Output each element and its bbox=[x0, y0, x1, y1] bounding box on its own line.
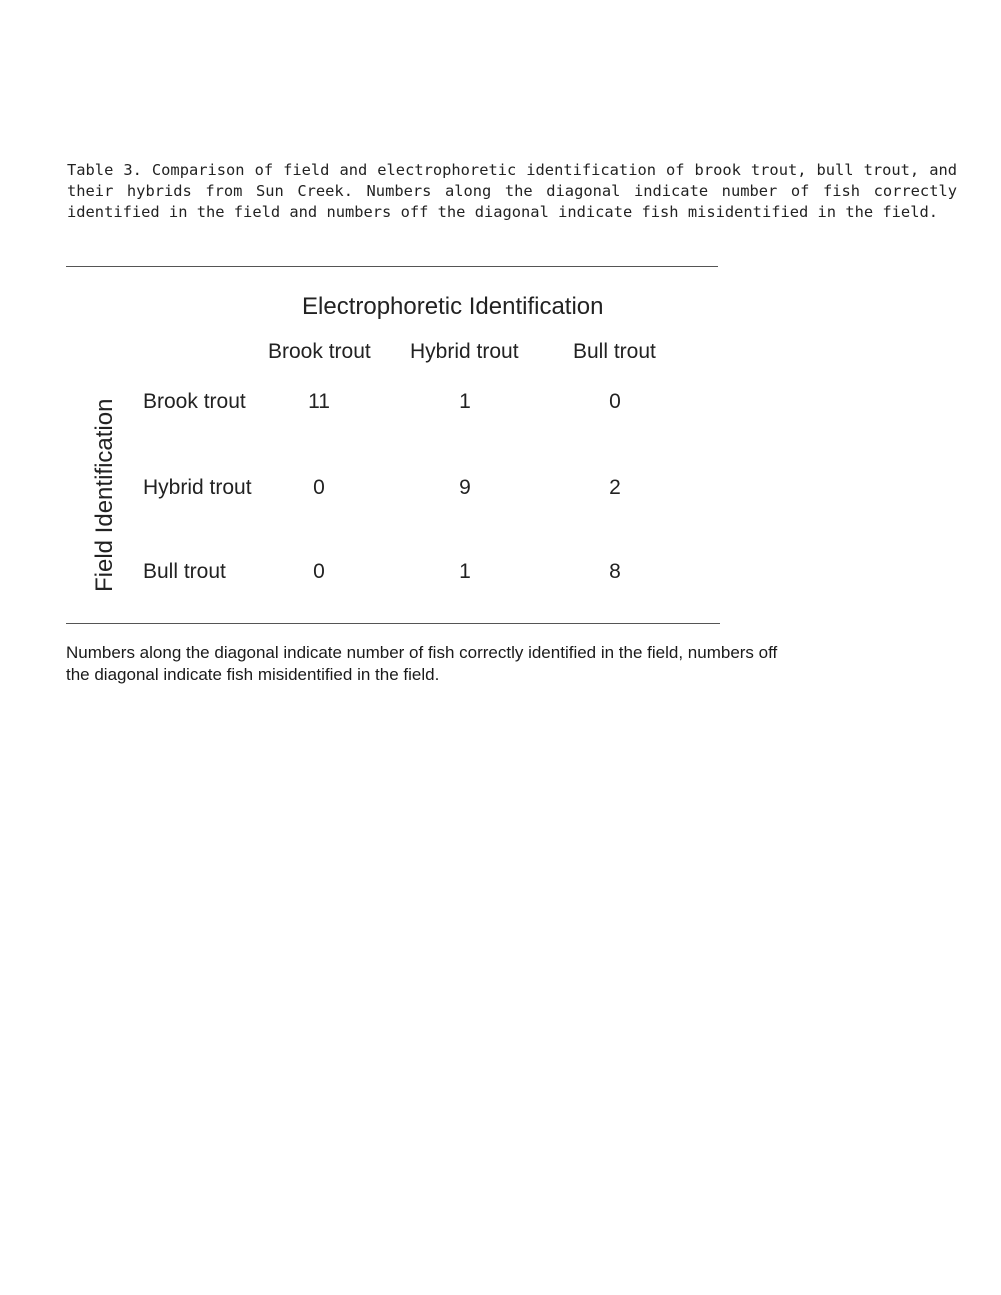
row-group-label: Field Identification bbox=[91, 398, 118, 592]
table-bottom-rule bbox=[66, 623, 720, 624]
table-cell: 0 bbox=[313, 560, 325, 583]
table-cell: 0 bbox=[313, 476, 325, 499]
table-cell: 0 bbox=[609, 390, 621, 413]
row-header-bull-trout: Bull trout bbox=[143, 560, 226, 583]
column-header-hybrid-trout: Hybrid trout bbox=[410, 340, 519, 363]
table-top-rule bbox=[66, 266, 718, 267]
table-cell: 8 bbox=[609, 560, 621, 583]
row-header-hybrid-trout: Hybrid trout bbox=[143, 476, 252, 499]
column-header-brook-trout: Brook trout bbox=[268, 340, 371, 363]
column-group-label: Electrophoretic Identification bbox=[302, 293, 604, 320]
table-caption: Table 3. Comparison of field and electrophoretic identification of brook trout, bull trout, and their hybrids from Sun Creek. Numbers along the diagonal indicate number of fish correctly identified in the field and numbers off the diagonal indicate fish misidentified in the field. bbox=[67, 161, 957, 221]
table-cell: 2 bbox=[609, 476, 621, 499]
table-cell: 9 bbox=[459, 476, 471, 499]
table-cell: 1 bbox=[459, 390, 471, 413]
row-header-brook-trout: Brook trout bbox=[143, 390, 246, 413]
column-header-bull-trout: Bull trout bbox=[573, 340, 656, 363]
table-cell: 1 bbox=[459, 560, 471, 583]
table-cell: 11 bbox=[308, 390, 330, 413]
table-footnote: Numbers along the diagonal indicate number of fish correctly identified in the field, numbers off the diagonal indicate fish misidentified in the field. bbox=[66, 643, 778, 684]
